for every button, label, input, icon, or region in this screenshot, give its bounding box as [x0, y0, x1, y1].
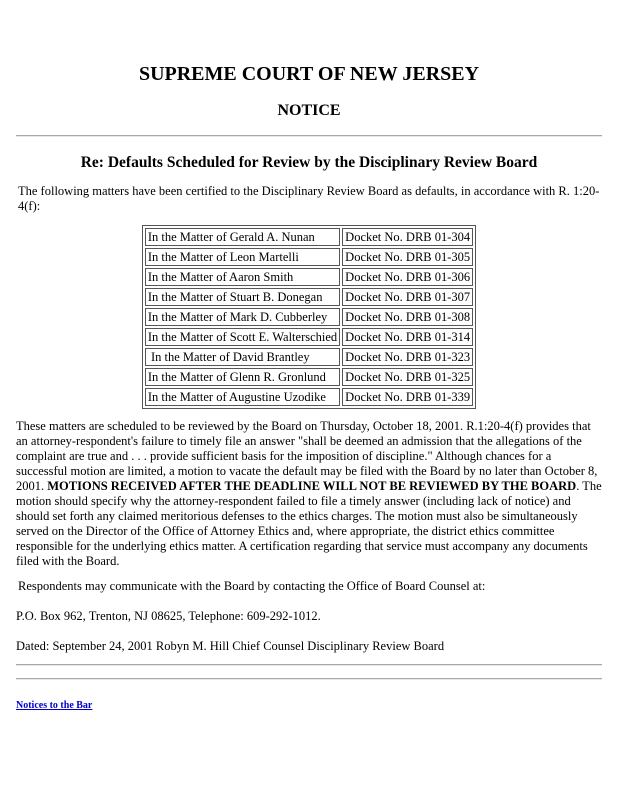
docket-cell: Docket No. DRB 01-305 — [342, 248, 473, 266]
table-row — [145, 328, 473, 346]
matters-table — [142, 225, 476, 409]
docket-cell: Docket No. DRB 01-323 — [342, 348, 473, 366]
table-row — [145, 368, 473, 386]
intro-paragraph: The following matters have been certified to the Disciplinary Review Board as defaults, in accordance with R. 1:20-4(f): — [18, 184, 600, 213]
docket-cell: Docket No. DRB 01-339 — [342, 388, 473, 406]
matter-cell: In the Matter of David Brantley — [145, 348, 340, 366]
table-row — [145, 268, 473, 286]
docket-cell: Docket No. DRB 01-308 — [342, 308, 473, 326]
matter-cell: In the Matter of Aaron Smith — [145, 268, 340, 286]
table-row — [145, 388, 473, 406]
docket-cell: Docket No. DRB 01-306 — [342, 268, 473, 286]
contact-paragraph: Respondents may communicate with the Board by contacting the Office of Board Counsel at: — [18, 579, 486, 593]
deadline-warning: MOTIONS RECEIVED AFTER THE DEADLINE WILL NOT BE REVIEWED BY THE BOARD — [47, 479, 577, 493]
notices-to-the-bar-link[interactable]: Notices to the Bar — [16, 700, 93, 711]
matter-cell: In the Matter of Stuart B. Donegan — [145, 288, 340, 306]
matter-cell: In the Matter of Leon Martelli — [145, 248, 340, 266]
table-row — [145, 288, 473, 306]
re-heading: Re: Defaults Scheduled for Review by the Disciplinary Review Board — [80, 154, 538, 171]
table-row — [145, 308, 473, 326]
table-row — [145, 348, 473, 366]
page-title: SUPREME COURT OF NEW JERSEY — [138, 63, 480, 85]
body-text-2: . The motion should specify why the attorney-respondent failed to file a timely answer (including lack of notice) and should set forth any claimed meritorious defenses to the ethics charges. The motion must also be simultaneously served on the Director of the Office of Attorney Ethics and, where appropriate, the district ethics committee responsible for the underlying ethics matter. A certification regarding that service must accompany any documents filed with the Board. — [16, 479, 602, 568]
docket-cell: Docket No. DRB 01-325 — [342, 368, 473, 386]
docket-cell: Docket No. DRB 01-314 — [342, 328, 473, 346]
table-row — [145, 248, 473, 266]
matter-cell: In the Matter of Mark D. Cubberley — [145, 308, 340, 326]
body-text-1: These matters are scheduled to be reviewed by the Board on Thursday, October 18, 2001. R.1:20-4(f) provides that an attorney-respondent's failure to timely file an answer "shall be deemed an admission that the allegations of the complaint are true and . . . provide sufficient basis for the imposition of discipline." Although chances for a successful motion are limited, a motion to vacate the default may be filed with the Board by no later than October 8, 2001. — [16, 419, 598, 493]
notice-heading: NOTICE — [277, 102, 341, 119]
body-paragraph — [16, 419, 602, 569]
matter-cell: In the Matter of Gerald A. Nunan — [145, 228, 340, 246]
divider — [16, 664, 602, 666]
matter-cell: In the Matter of Augustine Uzodike — [145, 388, 340, 406]
dated-paragraph: Dated: September 24, 2001 Robyn M. Hill Chief Counsel Disciplinary Review Board — [16, 639, 445, 653]
docket-cell: Docket No. DRB 01-304 — [342, 228, 473, 246]
divider — [16, 678, 602, 680]
table-row — [145, 228, 473, 246]
matter-cell: In the Matter of Glenn R. Gronlund — [145, 368, 340, 386]
divider — [16, 135, 602, 137]
matter-cell: In the Matter of Scott E. Walterschied — [145, 328, 340, 346]
address-paragraph: P.O. Box 962, Trenton, NJ 08625, Telephone: 609-292-1012. — [16, 609, 321, 623]
docket-cell: Docket No. DRB 01-307 — [342, 288, 473, 306]
